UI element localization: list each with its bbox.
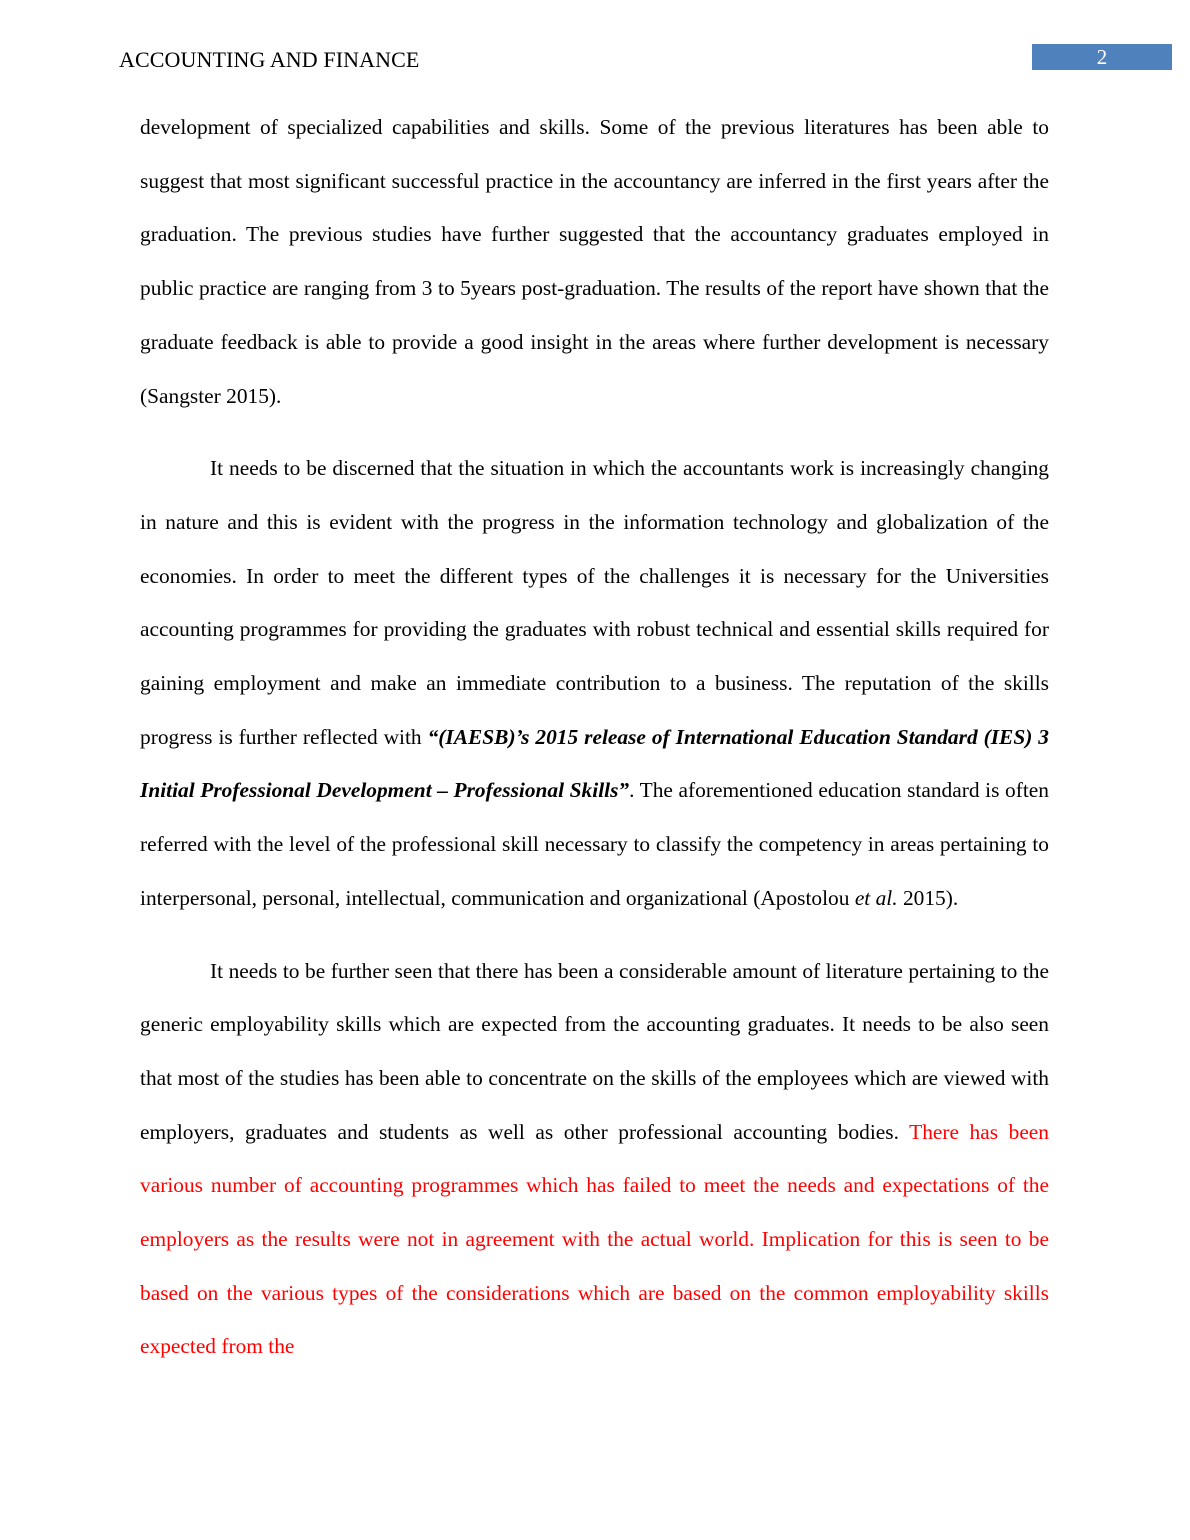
paragraph-3-highlighted-text: There has been various number of accounting programmes which has failed to meet the needs and expectations of the employers as the results were not in agreement with the actual world. Implication for this is seen to be based on the various types of the considerations which are based on the common employability skills expected from the — [140, 1119, 1049, 1359]
paragraph-3 — [140, 945, 1049, 1375]
paragraph-2-text-middle: . The aforementioned education standard is often referred with the level of the professional skill necessary to classify the competency in areas pertaining to interpersonal, personal, intellectual, communication and organizational (Apostolou — [140, 778, 1049, 910]
paragraph-1 — [140, 101, 1049, 423]
citation-et-al: et al. — [854, 885, 898, 910]
paragraph-2-text-after: 2015). — [897, 885, 959, 910]
document-body — [140, 101, 1049, 1374]
running-header-title: ACCOUNTING AND FINANCE — [119, 47, 420, 72]
paragraph-2 — [140, 442, 1049, 925]
page-number-badge: 2 — [1032, 44, 1172, 70]
paragraph-1-text: development of specialized capabilities and skills. Some of the previous literatures has been able to suggest that most significant successful practice in the accountancy are inferred in the first years after the graduation. The previous studies have further suggested that the accountancy graduates employed in public practice are ranging from 3 to 5years post-graduation. The results of the report have shown that the graduate feedback is able to provide a good insight in the areas where further development is necessary (Sangster 2015). — [140, 115, 1049, 408]
paragraph-3-text: It needs to be further seen that there has been a considerable amount of literature pertaining to the generic employability skills which are expected from the accounting graduates. It needs to be also seen that most of the studies has been able to concentrate on the skills of the employees which are viewed with employers, graduates and students as well as other professional accounting bodies. — [140, 958, 1049, 1144]
paragraph-2-text-before: It needs to be discerned that the situation in which the accountants work is increasingly changing in nature and this is evident with the progress in the information technology and globalization of the economies. In order to meet the different types of the challenges it is necessary for the Universities accounting programmes for providing the graduates with robust technical and essential skills required for gaining employment and make an immediate contribution to a business. The reputation of the skills progress is further reflected with — [140, 456, 1049, 749]
standard-title-emphasis: “(IAESB)’s 2015 release of International Education Standard (IES) 3 Initial Professional Development – Professional Skills” — [140, 724, 1050, 803]
